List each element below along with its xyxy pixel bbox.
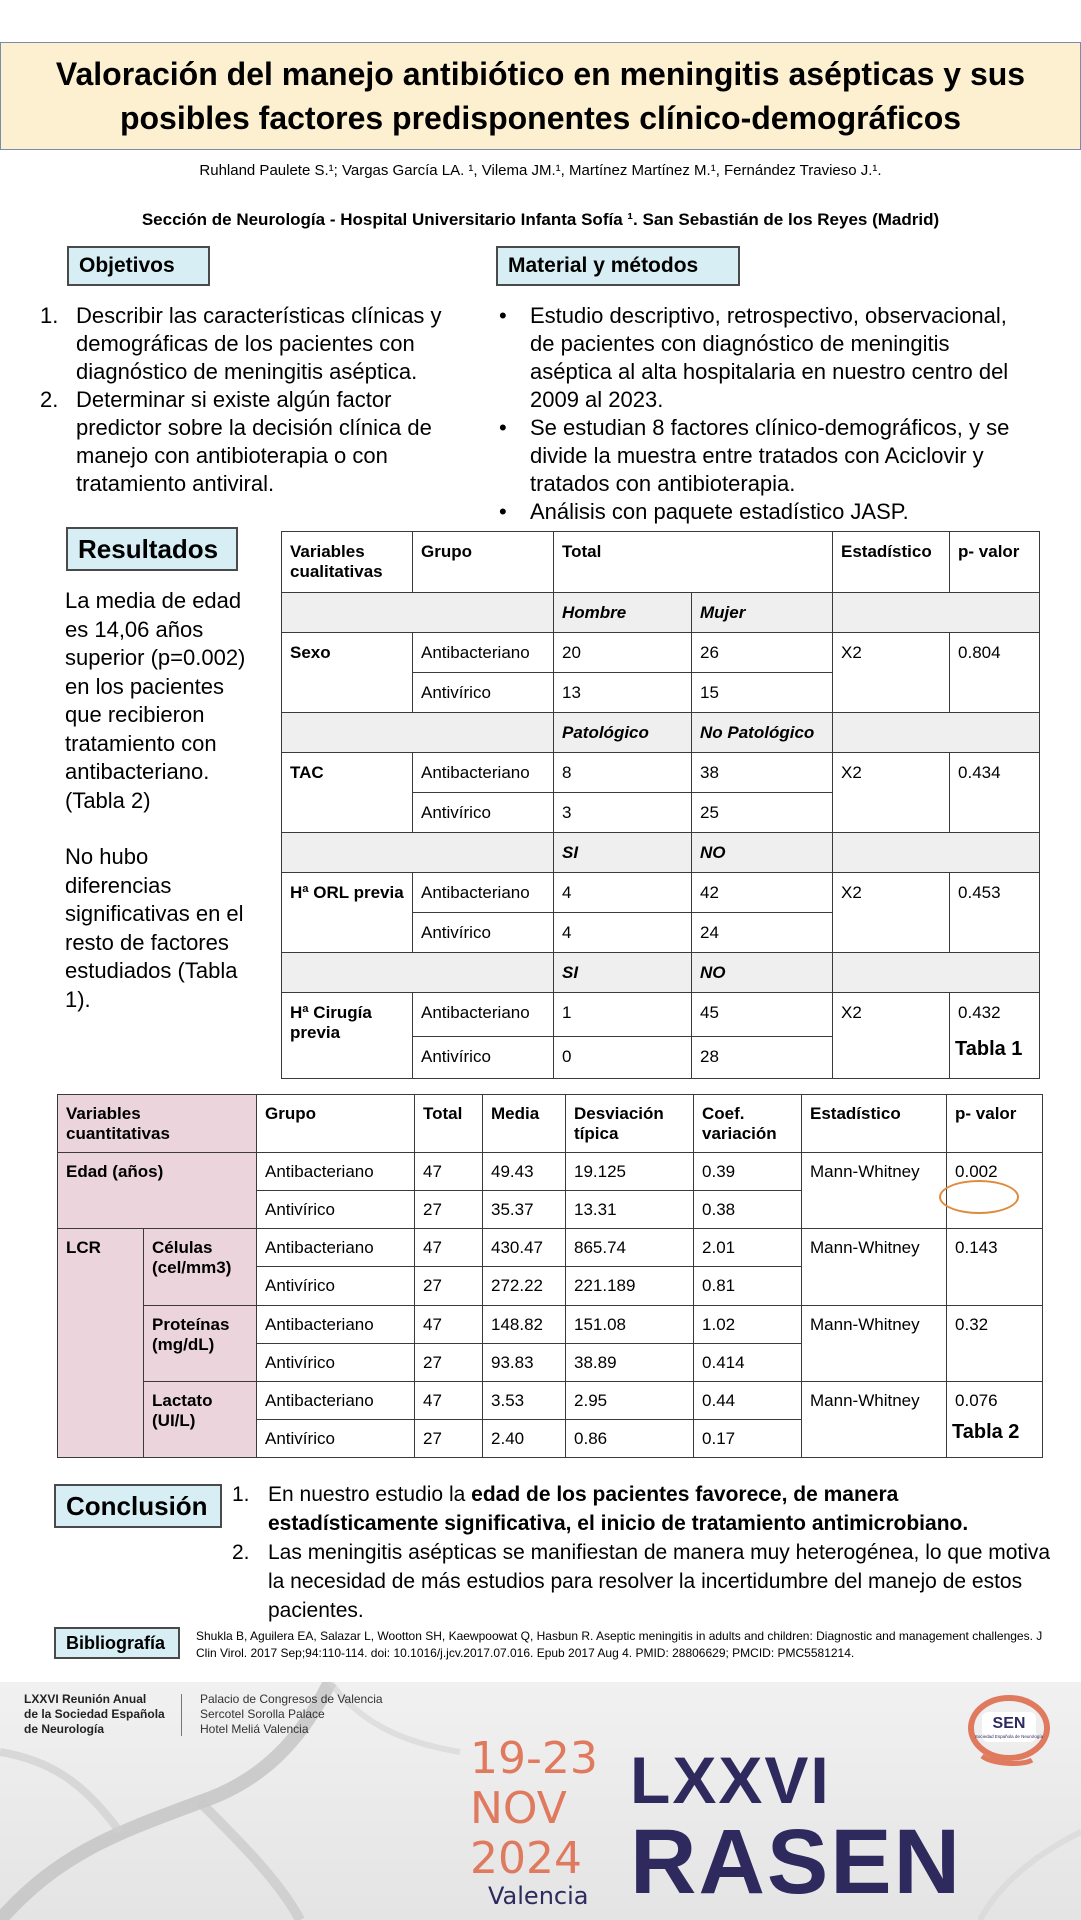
statistic-cell: Mann-Whitney <box>802 1381 947 1457</box>
statistic-cell: X2 <box>833 873 950 953</box>
subheader-cell: Mujer <box>692 593 833 633</box>
table-cell: 0.414 <box>694 1343 802 1381</box>
statistic-cell: X2 <box>833 633 950 713</box>
table-cell: 20 <box>554 633 692 673</box>
table-header-row <box>58 1095 1043 1153</box>
table-cell: 38 <box>692 753 833 793</box>
item-number: 2. <box>40 387 59 412</box>
congress-edition: LXXVI <box>630 1743 831 1817</box>
table-subheader-row <box>282 953 1040 993</box>
subheader-cell: NO <box>692 953 833 993</box>
table-cell: 47 <box>415 1381 483 1419</box>
table-cell: 2.01 <box>694 1229 802 1267</box>
list-item <box>40 302 480 386</box>
subheader-cell: SI <box>554 833 692 873</box>
table-cell: 24 <box>692 913 833 953</box>
p-value-cell: 0.804 <box>950 633 1040 713</box>
variable-cell: Sexo <box>282 633 413 713</box>
table-cell: Antibacteriano <box>257 1381 415 1419</box>
header-desviacion: Desviación típica <box>566 1095 694 1153</box>
table-cell: 38.89 <box>566 1343 694 1381</box>
statistic-cell: Mann-Whitney <box>802 1229 947 1305</box>
table-cell: Antibacteriano <box>257 1153 415 1191</box>
variable-cell: Hª ORL previa <box>282 873 413 953</box>
subheader-cell: Patológico <box>554 713 692 753</box>
statistic-cell: X2 <box>833 993 950 1079</box>
congress-footer <box>0 1682 1081 1920</box>
item-text: Análisis con paquete estadístico JASP. <box>530 499 909 524</box>
item-text: Determinar si existe algún factor predictor sobre la decisión clínica de manejo con antibioterapia o con tratamiento antiviral. <box>76 387 432 496</box>
item-number: 1. <box>40 303 59 328</box>
header-total: Total <box>554 532 833 593</box>
table-cell: Antivírico <box>413 913 554 953</box>
affiliation: Sección de Neurología - Hospital Universitario Infanta Sofía ¹. San Sebastián de los Reyes (Madrid) <box>141 210 940 229</box>
header-coef: Coef. variación <box>694 1095 802 1153</box>
congress-venues: Palacio de Congresos de Valencia Sercotel Sorolla Palace Hotel Meliá Valencia <box>200 1692 383 1736</box>
table-cell: 0 <box>554 1037 692 1079</box>
objetivos-heading: Objetivos <box>67 246 210 286</box>
item-text: Las meningitis asépticas se manifiestan de manera muy heterogénea, lo que motiva la necesidad de más estudios para resolver la incertidumbre del manejo de estos pacientes. <box>268 1541 1051 1622</box>
header-p-valor: p- valor <box>947 1095 1043 1153</box>
resultados-paragraph: No hubo diferencias significativas en el resto de factores estudiados (Tabla 1). <box>65 844 244 1012</box>
table-cell: 27 <box>415 1343 483 1381</box>
table-cell: 47 <box>415 1305 483 1343</box>
subheader-cell: No Patológico <box>692 713 833 753</box>
resultados-text <box>65 587 255 1042</box>
highlight-circle <box>939 1180 1019 1214</box>
conclusion-list <box>232 1480 1072 1625</box>
table-cell: 8 <box>554 753 692 793</box>
item-text-bold: edad de los pacientes favorece, de manera estadísticamente significativa, el inicio de tratamiento antimicrobiano. <box>268 1483 969 1535</box>
table-cell: Antibacteriano <box>413 633 554 673</box>
bullet-icon: • <box>499 303 507 328</box>
table-2-label: Tabla 2 <box>952 1421 1020 1443</box>
p-value-cell: 0.002 <box>947 1153 1043 1229</box>
table-cell: 27 <box>415 1191 483 1229</box>
p-value-cell: 0.453 <box>950 873 1040 953</box>
variable-cell: Lactato (UI/L) <box>144 1381 257 1457</box>
table-subheader-row <box>282 593 1040 633</box>
bibliografia-text: Shukla B, Aguilera EA, Salazar L, Wootton SH, Kaewpoowat Q, Hasbun R. Aseptic meningitis in adults and children: Diagnostic and management challenges. J Clin Virol. 2017 Sep;94:110-114. doi: 10.1016/j.jcv.2017.07.016. Epub 2017 Aug 4. PMID: 28806629; PMCID: PMC5581214. <box>196 1629 1043 1660</box>
header-p-valor: p- valor <box>950 532 1040 593</box>
list-item <box>497 414 1032 498</box>
authors: Ruhland Paulete S.¹; Vargas García LA. ¹, Vilema JM.¹, Martínez Martínez M.¹, Fernández Travieso J.¹. <box>199 162 882 179</box>
statistic-cell: Mann-Whitney <box>802 1153 947 1229</box>
list-item <box>232 1480 1072 1538</box>
table-cell: 45 <box>692 993 833 1037</box>
material-list <box>497 302 1032 526</box>
table-cell: 0.44 <box>694 1381 802 1419</box>
header-variables: Variables cualitativas <box>282 532 413 593</box>
congress-brand: RASEN <box>630 1811 963 1913</box>
table-cell: Antivírico <box>413 793 554 833</box>
table-1-label: Tabla 1 <box>955 1038 1023 1060</box>
table-row <box>282 753 1040 793</box>
table-cell: Antivírico <box>257 1191 415 1229</box>
table-cell: 2.95 <box>566 1381 694 1419</box>
table-cell: Antivírico <box>257 1343 415 1381</box>
list-item <box>232 1538 1072 1625</box>
table-cell: 13.31 <box>566 1191 694 1229</box>
objetivos-list <box>40 302 480 498</box>
header-estadistico: Estadístico <box>802 1095 947 1153</box>
p-value-cell: 0.143 <box>947 1229 1043 1305</box>
conclusion-heading: Conclusión <box>54 1484 222 1528</box>
table-row <box>58 1381 1043 1419</box>
item-text: Se estudian 8 factores clínico-demográficos, y se divide la muestra entre tratados con Aciclovir y tratados con antibioterapia. <box>530 415 1010 496</box>
material-heading: Material y métodos <box>496 246 740 286</box>
table-cell: 0.86 <box>566 1419 694 1457</box>
table-1 <box>281 531 1040 1079</box>
p-value-cell: 0.076 <box>947 1381 1043 1457</box>
list-item <box>497 498 1032 526</box>
table-cell: 47 <box>415 1153 483 1191</box>
table-cell: 2.40 <box>483 1419 566 1457</box>
table-cell: 42 <box>692 873 833 913</box>
lcr-cell: LCR <box>58 1229 144 1458</box>
table-cell: 4 <box>554 913 692 953</box>
bibliografia-heading: Bibliografía <box>54 1627 180 1659</box>
item-text: Describir las características clínicas y demográficas de los pacientes con diagnóstico de meningitis aséptica. <box>76 303 442 384</box>
table-row <box>282 633 1040 673</box>
statistic-cell: Mann-Whitney <box>802 1305 947 1381</box>
resultados-paragraph: La media de edad es 14,06 años superior (p=0.002) en los pacientes que recibieron tratamiento con antibacteriano. (Tabla 2) <box>65 588 246 813</box>
table-cell: 272.22 <box>483 1267 566 1305</box>
subheader-cell: Hombre <box>554 593 692 633</box>
title-banner <box>0 42 1081 150</box>
table-cell: 0.39 <box>694 1153 802 1191</box>
header-estadistico: Estadístico <box>833 532 950 593</box>
table-cell: 430.47 <box>483 1229 566 1267</box>
sen-logo-icon <box>962 1690 1056 1770</box>
p-value-cell: 0.32 <box>947 1305 1043 1381</box>
item-text: Estudio descriptivo, retrospectivo, observacional, de pacientes con diagnóstico de meningitis aséptica al alta hospitalaria en nuestro centro del 2009 al 2023. <box>530 303 1009 412</box>
table-cell: 151.08 <box>566 1305 694 1343</box>
table-subheader-row <box>282 713 1040 753</box>
variable-cell: Hª Cirugía previa <box>282 993 413 1079</box>
header-grupo: Grupo <box>413 532 554 593</box>
list-item <box>40 386 480 498</box>
table-cell: 28 <box>692 1037 833 1079</box>
list-item <box>497 302 1032 414</box>
table-cell: 221.189 <box>566 1267 694 1305</box>
svg-text:Sociedad Española de Neurologí: Sociedad Española de Neurología <box>974 1734 1044 1739</box>
table-cell: 0.81 <box>694 1267 802 1305</box>
svg-text:SEN: SEN <box>992 1715 1026 1732</box>
item-number: 1. <box>232 1483 250 1506</box>
variable-cell: Células (cel/mm3) <box>144 1229 257 1305</box>
table-cell: 26 <box>692 633 833 673</box>
table-cell: 148.82 <box>483 1305 566 1343</box>
table-cell: 25 <box>692 793 833 833</box>
table-header-row <box>282 532 1040 593</box>
header-total: Total <box>415 1095 483 1153</box>
item-text: En nuestro estudio la <box>268 1483 472 1506</box>
header-grupo: Grupo <box>257 1095 415 1153</box>
subheader-cell: SI <box>554 953 692 993</box>
p-value-cell: 0.434 <box>950 753 1040 833</box>
table-cell: Antivírico <box>257 1419 415 1457</box>
header-media: Media <box>483 1095 566 1153</box>
table-cell: 865.74 <box>566 1229 694 1267</box>
congress-name: LXXVI Reunión Anual de la Sociedad Española de Neurología <box>24 1692 165 1736</box>
table-cell: 49.43 <box>483 1153 566 1191</box>
table-cell: Antibacteriano <box>257 1305 415 1343</box>
table-cell: Antibacteriano <box>257 1229 415 1267</box>
table-cell: 93.83 <box>483 1343 566 1381</box>
table-cell: Antibacteriano <box>413 993 554 1037</box>
table-cell: 35.37 <box>483 1191 566 1229</box>
subheader-cell: NO <box>692 833 833 873</box>
table-row <box>58 1305 1043 1343</box>
table-row <box>282 873 1040 913</box>
table-cell: 0.17 <box>694 1419 802 1457</box>
table-cell: 47 <box>415 1229 483 1267</box>
table-cell: 1 <box>554 993 692 1037</box>
table-cell: 0.38 <box>694 1191 802 1229</box>
statistic-cell: X2 <box>833 753 950 833</box>
table-2 <box>57 1094 1043 1458</box>
variable-cell: TAC <box>282 753 413 833</box>
table-cell: 4 <box>554 873 692 913</box>
congress-dates: 19-23 NOV 2024 <box>470 1733 598 1884</box>
table-cell: Antibacteriano <box>413 873 554 913</box>
footer-divider <box>181 1694 182 1736</box>
table-cell: 3.53 <box>483 1381 566 1419</box>
table-cell: 27 <box>415 1267 483 1305</box>
item-number: 2. <box>232 1541 250 1564</box>
variable-cell: Edad (años) <box>58 1153 257 1229</box>
table-cell: 15 <box>692 673 833 713</box>
bullet-icon: • <box>499 415 507 440</box>
table-row <box>58 1229 1043 1267</box>
table-cell: 19.125 <box>566 1153 694 1191</box>
bullet-icon: • <box>499 499 507 524</box>
header-variables: Variables cuantitativas <box>58 1095 257 1153</box>
table-cell: Antivírico <box>413 1037 554 1079</box>
table-cell: Antibacteriano <box>413 753 554 793</box>
table-cell: 27 <box>415 1419 483 1457</box>
table-cell: Antivírico <box>257 1267 415 1305</box>
table-row <box>282 993 1040 1037</box>
table-cell: 13 <box>554 673 692 713</box>
congress-city: Valencia <box>488 1882 589 1910</box>
table-subheader-row <box>282 833 1040 873</box>
table-cell: 3 <box>554 793 692 833</box>
table-row <box>58 1153 1043 1191</box>
resultados-heading: Resultados <box>66 527 238 571</box>
table-cell: 1.02 <box>694 1305 802 1343</box>
table-cell: Antivírico <box>413 673 554 713</box>
poster-title: Valoración del manejo antibiótico en meningitis asépticas y sus posibles factores predisponentes clínico-demográficos <box>55 56 1026 136</box>
variable-cell: Proteínas (mg/dL) <box>144 1305 257 1381</box>
p-value-cell: 0.432 <box>950 993 1040 1079</box>
